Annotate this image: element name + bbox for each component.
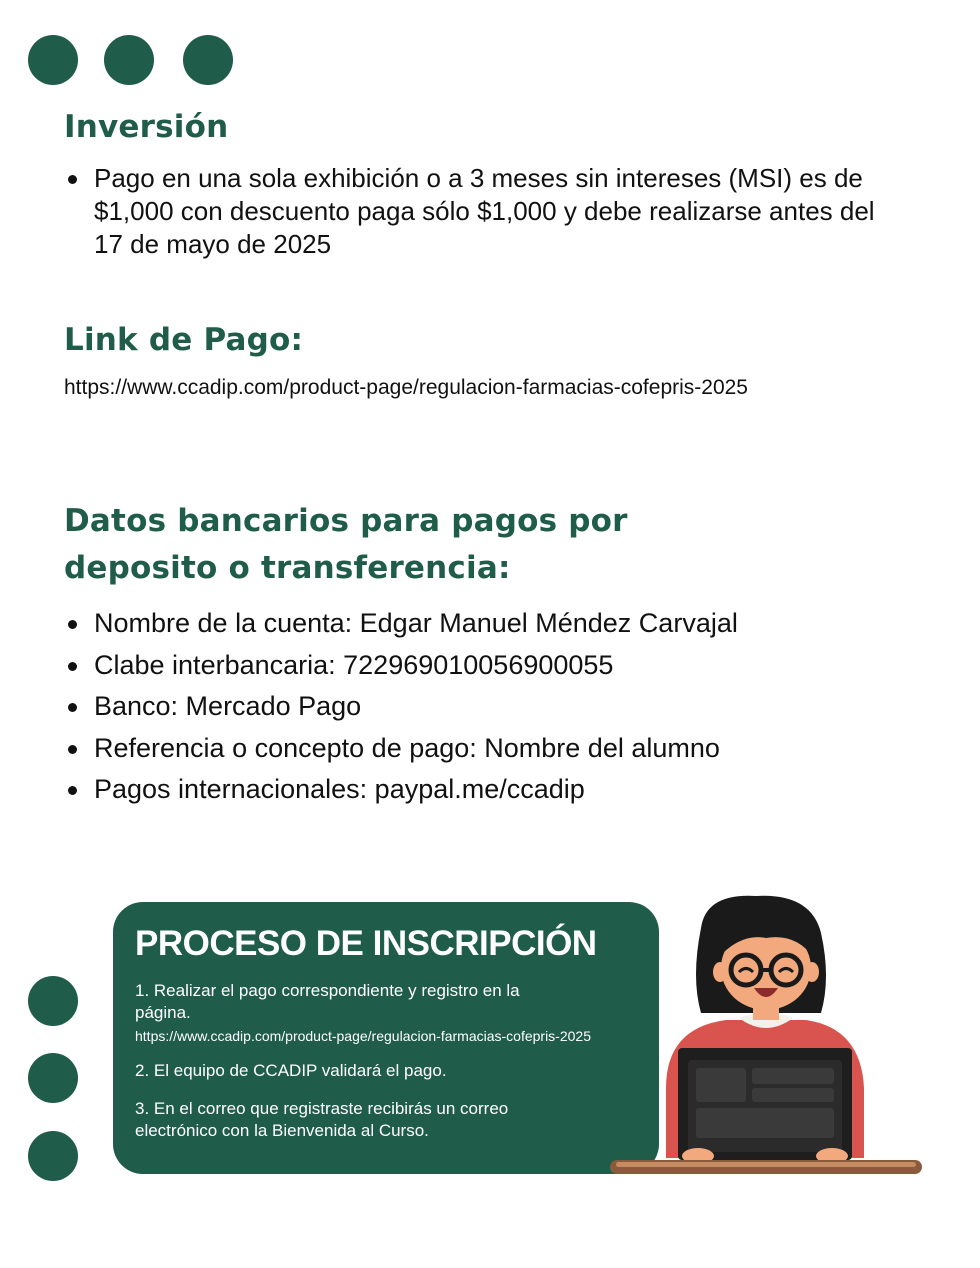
payment-link-url[interactable]: https://www.ccadip.com/product-page/regulacion-farmacias-cofepris-2025 xyxy=(64,376,748,399)
investment-list xyxy=(64,162,894,261)
investment-bullet: Pago en una sola exhibición o a 3 meses sin intereses (MSI) es de $1,000 con descuento paga sólo $1,000 y debe realizarse antes del 17 de mayo de 2025 xyxy=(64,162,894,261)
bank-reference: Referencia o concepto de pago: Nombre del alumno xyxy=(64,732,884,765)
woman-at-laptop-illustration xyxy=(606,888,926,1188)
bank-clabe: Clabe interbancaria: 722969010056900055 xyxy=(64,649,884,682)
decor-dot-top-3 xyxy=(183,35,233,85)
bank-name: Banco: Mercado Pago xyxy=(64,690,884,723)
decor-dot-left-3 xyxy=(28,1131,78,1181)
bank-heading-line1: Datos bancarios para pagos por xyxy=(64,503,628,539)
enrollment-card xyxy=(113,902,659,1174)
enrollment-step-3: 3. En el correo que registraste recibirás un correo electrónico con la Bienvenida al Curso. xyxy=(135,1099,509,1140)
enrollment-title: PROCESO DE INSCRIPCIÓN xyxy=(135,924,597,963)
decor-dot-left-2 xyxy=(28,1053,78,1103)
enrollment-step-1: 1. Realizar el pago correspondiente y registro en la página. xyxy=(135,981,520,1022)
investment-heading: Inversión xyxy=(64,109,229,145)
bank-heading-line2: deposito o transferencia: xyxy=(64,550,511,586)
payment-link-heading: Link de Pago: xyxy=(64,322,304,358)
decor-dot-left-1 xyxy=(28,976,78,1026)
bank-international: Pagos internacionales: paypal.me/ccadip xyxy=(64,773,884,806)
enrollment-step-1-url[interactable]: https://www.ccadip.com/product-page/regulacion-farmacias-cofepris-2025 xyxy=(135,1028,591,1044)
bank-details-list xyxy=(64,607,884,815)
bank-account-name: Nombre de la cuenta: Edgar Manuel Méndez Carvajal xyxy=(64,607,884,640)
decor-dot-top-1 xyxy=(28,35,78,85)
decor-dot-top-2 xyxy=(104,35,154,85)
enrollment-step-2: 2. El equipo de CCADIP validará el pago. xyxy=(135,1061,447,1080)
